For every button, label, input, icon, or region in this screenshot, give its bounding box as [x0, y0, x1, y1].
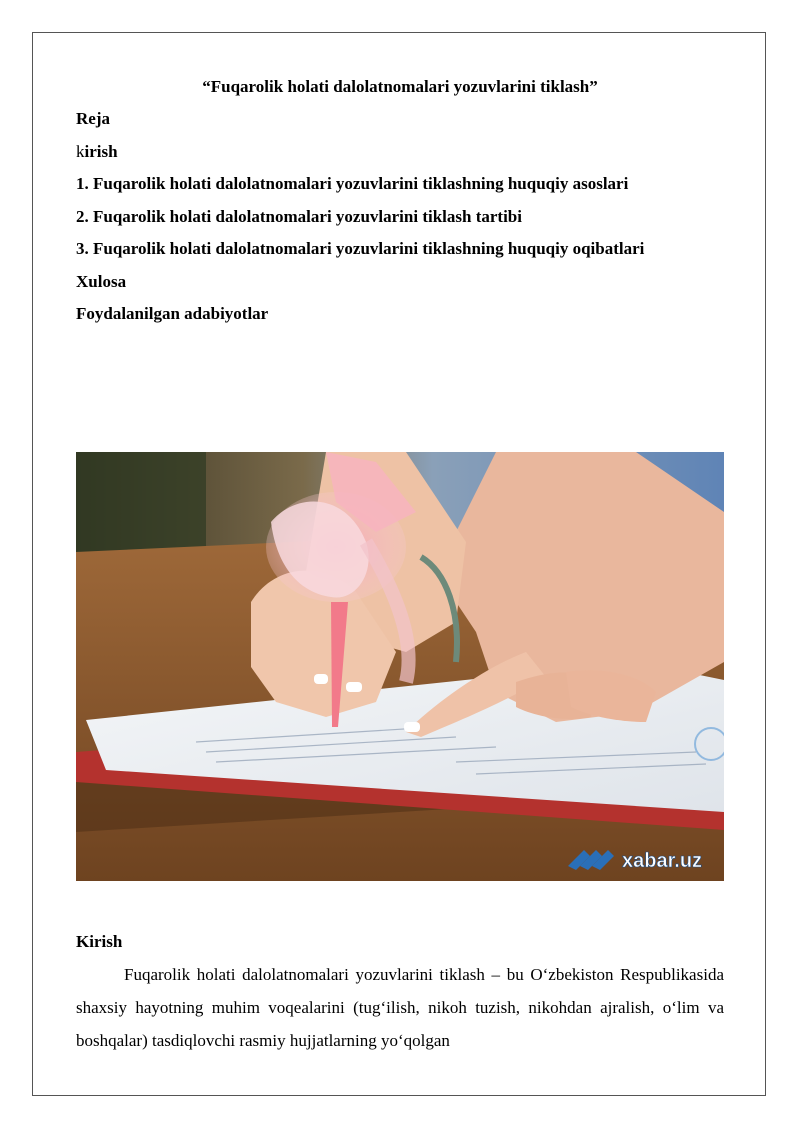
signing-photo: [76, 452, 724, 881]
plan-heading: Reja: [76, 109, 110, 128]
plan-item-conclusion: Xulosa: [76, 271, 127, 291]
watermark-text: xabar.uz: [622, 850, 703, 872]
document-title: “Fuqarolik holati dalolatnomalari yozuvlarini tiklash”: [202, 77, 598, 96]
plan-item-2: 2. Fuqarolik holati dalolatnomalari yozuvlarini tiklash tartibi: [76, 206, 522, 226]
plan-item-3: 3. Fuqarolik holati dalolatnomalari yozuvlarini tiklashning huquqiy oqibatlari: [76, 239, 645, 258]
section-heading: Kirish: [76, 932, 123, 951]
intro-first-letter: k: [76, 141, 85, 161]
document-body: [76, 70, 724, 331]
plan-item-1: 1. Fuqarolik holati dalolatnomalari yozuvlarini tiklashning huquqiy asoslari: [76, 174, 629, 193]
plan-item-references: Foydalanilgan adabiyotlar: [76, 304, 269, 323]
intro-paragraph: Fuqarolik holati dalolatnomalari yozuvlarini tiklash – bu O‘zbekiston Respublikasida shaxsiy hayotning muhim voqealarini (tug‘ilish, nikoh tuzish, nikohdan ajralish, o‘lim va boshqalar) tasdiqlovchi rasmiy hujjatlarning yo‘qolgan: [76, 965, 724, 1050]
intro-rest: irish: [84, 141, 118, 161]
plan-item-intro: [76, 136, 724, 169]
